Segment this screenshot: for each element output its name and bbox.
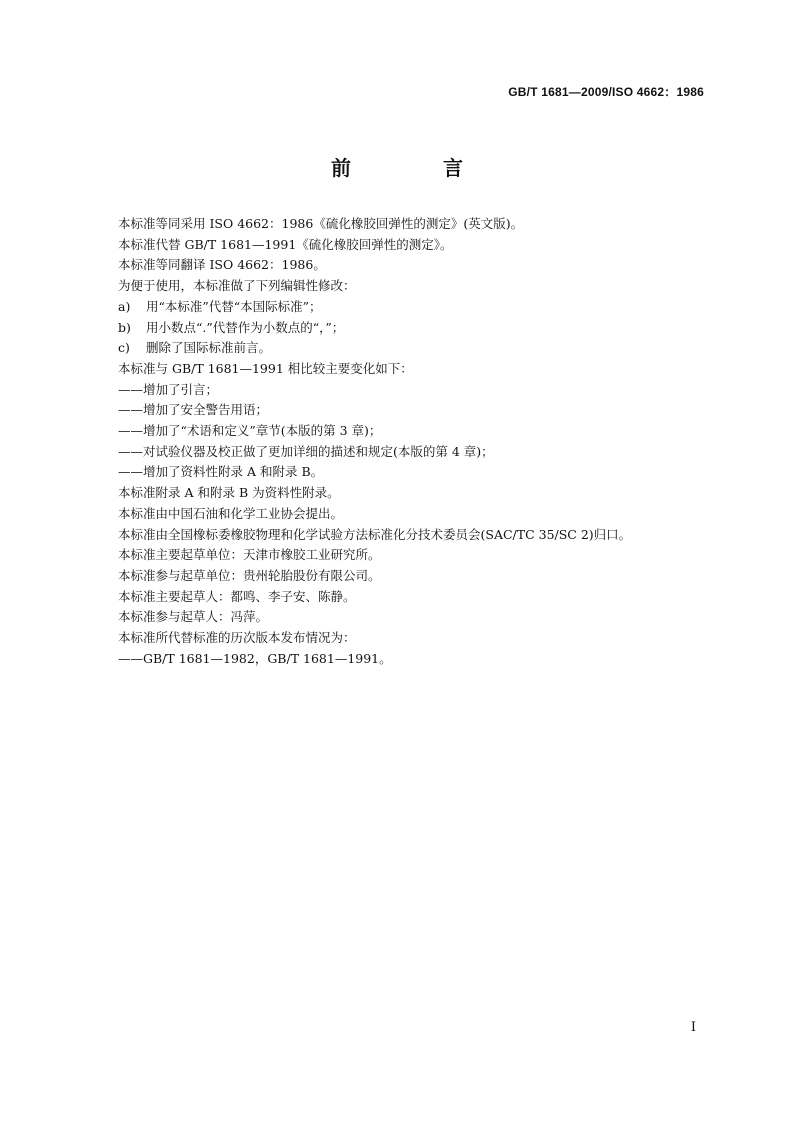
dash-list-item: ——对试验仪器及校正做了更加详细的描述和规定(本版的第 4 章)； <box>118 443 494 459</box>
paragraph: 本标准代替 GB/T 1681—1991《硫化橡胶回弹性的测定》。 <box>118 236 453 252</box>
list-item <box>118 338 718 359</box>
paragraph: 本标准与 GB/T 1681—1991 相比较主要变化如下： <box>118 360 413 376</box>
list-item-marker: a) <box>118 298 131 314</box>
paragraph: 本标准由全国橡标委橡胶物理和化学试验方法标准化分技术委员会(SAC/TC 35/SC 2)归口。 <box>118 526 632 542</box>
dash-list-item: ——增加了“术语和定义”章节(本版的第 3 章)； <box>118 423 382 439</box>
paragraph: 本标准主要起草人：都鸣、李子安、陈静。 <box>118 588 356 604</box>
page-number: I <box>690 1020 696 1035</box>
dash-list-item: ——增加了资料性附录 A 和附录 B。 <box>118 464 324 480</box>
paragraph: 本标准附录 A 和附录 B 为资料性附录。 <box>118 485 340 501</box>
list-item <box>118 297 718 318</box>
paragraph: 本标准所代替标准的历次版本发布情况为： <box>118 630 356 646</box>
paragraph: 本标准等同翻译 ISO 4662：1986。 <box>118 257 326 273</box>
dash-list-item: ——增加了安全警告用语； <box>118 402 269 418</box>
paragraph: 本标准由中国石油和化学工业协会提出。 <box>118 505 344 521</box>
standard-code-header: GB/T 1681—2009/ISO 4662：1986 <box>508 85 704 99</box>
list-item-text: 删除了国际标准前言。 <box>146 340 272 356</box>
list-item-marker: b) <box>118 319 131 335</box>
foreword-body <box>118 214 718 669</box>
list-item-marker: c) <box>118 340 130 356</box>
paragraph: 本标准主要起草单位：天津市橡胶工业研究所。 <box>118 547 381 563</box>
dash-list-item: ——增加了引言； <box>118 381 219 397</box>
paragraph: 本标准参与起草单位：贵州轮胎股份有限公司。 <box>118 567 381 583</box>
dash-list-item: ——GB/T 1681—1982，GB/T 1681—1991。 <box>118 650 392 666</box>
paragraph: 本标准等同采用 ISO 4662：1986《硫化橡胶回弹性的测定》(英文版)。 <box>118 216 524 231</box>
page-title: 前 言 <box>331 156 499 180</box>
list-item-text: 用小数点“.”代替作为小数点的“，”； <box>146 319 345 335</box>
paragraph: 本标准参与起草人：冯萍。 <box>118 609 269 625</box>
paragraph: 为便于使用，本标准做了下列编辑性修改： <box>118 278 356 294</box>
list-item <box>118 318 718 339</box>
list-item-text: 用“本标准”代替“本国际标准”； <box>146 298 322 314</box>
